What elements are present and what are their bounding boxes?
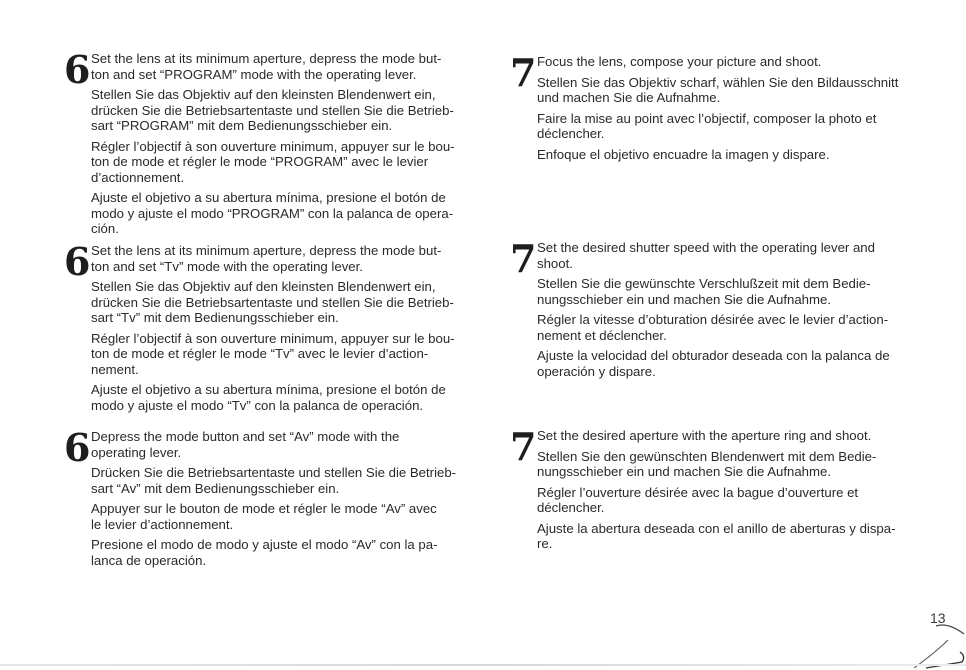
paragraph-english: Depress the mode button and set “Av” mode with the operating lever. <box>91 429 400 460</box>
paragraph-german: Drücken Sie die Betriebsartentaste und stellen Sie die Betrieb- sart “Av” mit dem Bedienungsschieber ein. <box>91 465 457 496</box>
paragraph-french: Régler la vitesse d’obturation désirée avec le levier d’action- nement et déclencher. <box>537 312 889 343</box>
paragraph-spanish: Ajuste el objetivo a su abertura mínima, presione el botón de modo y ajuste el modo “Tv” con la palanca de operación. <box>91 382 446 413</box>
paragraph-english: Set the desired aperture with the aperture ring and shoot. <box>537 428 872 443</box>
paragraph-spanish: Presione el modo de modo y ajuste el modo “Av” con la pa- lanca de operación. <box>91 537 438 568</box>
paragraph-german: Stellen Sie das Objektiv auf den kleinsten Blendenwert ein, drücken Sie die Betriebsartentaste und stellen Sie die Betrieb- sart “PROGRAM” mit dem Bedienungsschieber ein. <box>91 87 454 133</box>
paragraph-german: Stellen Sie den gewünschten Blendenwert mit dem Bedie- nungsschieber ein und machen Sie die Aufnahme. <box>537 448 877 479</box>
paragraph-english: Set the lens at its minimum aperture, depress the mode but- ton and set “PROGRAM” mode with the operating lever. <box>91 51 442 82</box>
step-text <box>537 240 890 384</box>
page-corner-mark <box>896 612 966 670</box>
page-number: 13 <box>930 610 946 626</box>
paragraph-spanish: Enfoque el objetivo encuadre la imagen y dispare. <box>537 146 830 162</box>
step-text <box>91 243 455 418</box>
paragraph-spanish: Ajuste el objetivo a su abertura mínima, presione el botón de modo y ajuste el modo “PROGRAM” con la palanca de opera- ción. <box>91 190 454 236</box>
paragraph-german: Stellen Sie die gewünschte Verschlußzeit mit dem Bedie- nungsschieber ein und machen Sie die Aufnahme. <box>537 276 871 307</box>
step-text <box>91 51 455 242</box>
step-text <box>537 428 895 557</box>
step-number: 6 <box>64 425 91 470</box>
step-number: 6 <box>64 239 91 284</box>
scan-edge <box>0 664 966 666</box>
paragraph-french: Appuyer sur le bouton de mode et régler le mode “Av” avec le levier d’actionnement. <box>91 501 437 532</box>
paragraph-english: Set the lens at its minimum aperture, depress the mode but- ton and set “Tv” mode with the operating lever. <box>91 243 442 274</box>
step-number: 7 <box>510 50 537 95</box>
step-text <box>91 429 456 573</box>
step-text <box>537 54 898 167</box>
paragraph-english: Focus the lens, compose your picture and shoot. <box>537 54 822 69</box>
paragraph-french: Faire la mise au point avec l’objectif, composer la photo et déclencher. <box>537 110 877 141</box>
paragraph-spanish: Ajuste la abertura deseada con el anillo de aberturas y dispa- re. <box>537 520 896 551</box>
paragraph-french: Régler l’objectif à son ouverture minimum, appuyer sur le bou- ton de mode et régler le mode “PROGRAM” avec le levier d’actionnement. <box>91 138 455 185</box>
paragraph-english: Set the desired shutter speed with the operating lever and shoot. <box>537 240 875 271</box>
paragraph-spanish: Ajuste la velocidad del obturador deseada con la palanca de operación y dispare. <box>537 348 890 379</box>
step-number: 6 <box>64 47 91 92</box>
step-number: 7 <box>510 236 537 281</box>
paragraph-french: Régler l’objectif à son ouverture minimum, appuyer sur le bou- ton de mode et régler le mode “Tv” avec le levier d’action- nement. <box>91 330 455 377</box>
paragraph-french: Régler l’ouverture désirée avec la bague d’ouverture et déclencher. <box>537 484 859 515</box>
step-number: 7 <box>510 424 537 469</box>
paragraph-german: Stellen Sie das Objektiv auf den kleinsten Blendenwert ein, drücken Sie die Betriebsartentaste und stellen Sie die Betrieb- sart “Tv” mit dem Bedienungsschieber ein. <box>91 279 454 325</box>
paragraph-german: Stellen Sie das Objektiv scharf, wählen Sie den Bildausschnitt und machen Sie die Aufnahme. <box>537 74 899 105</box>
